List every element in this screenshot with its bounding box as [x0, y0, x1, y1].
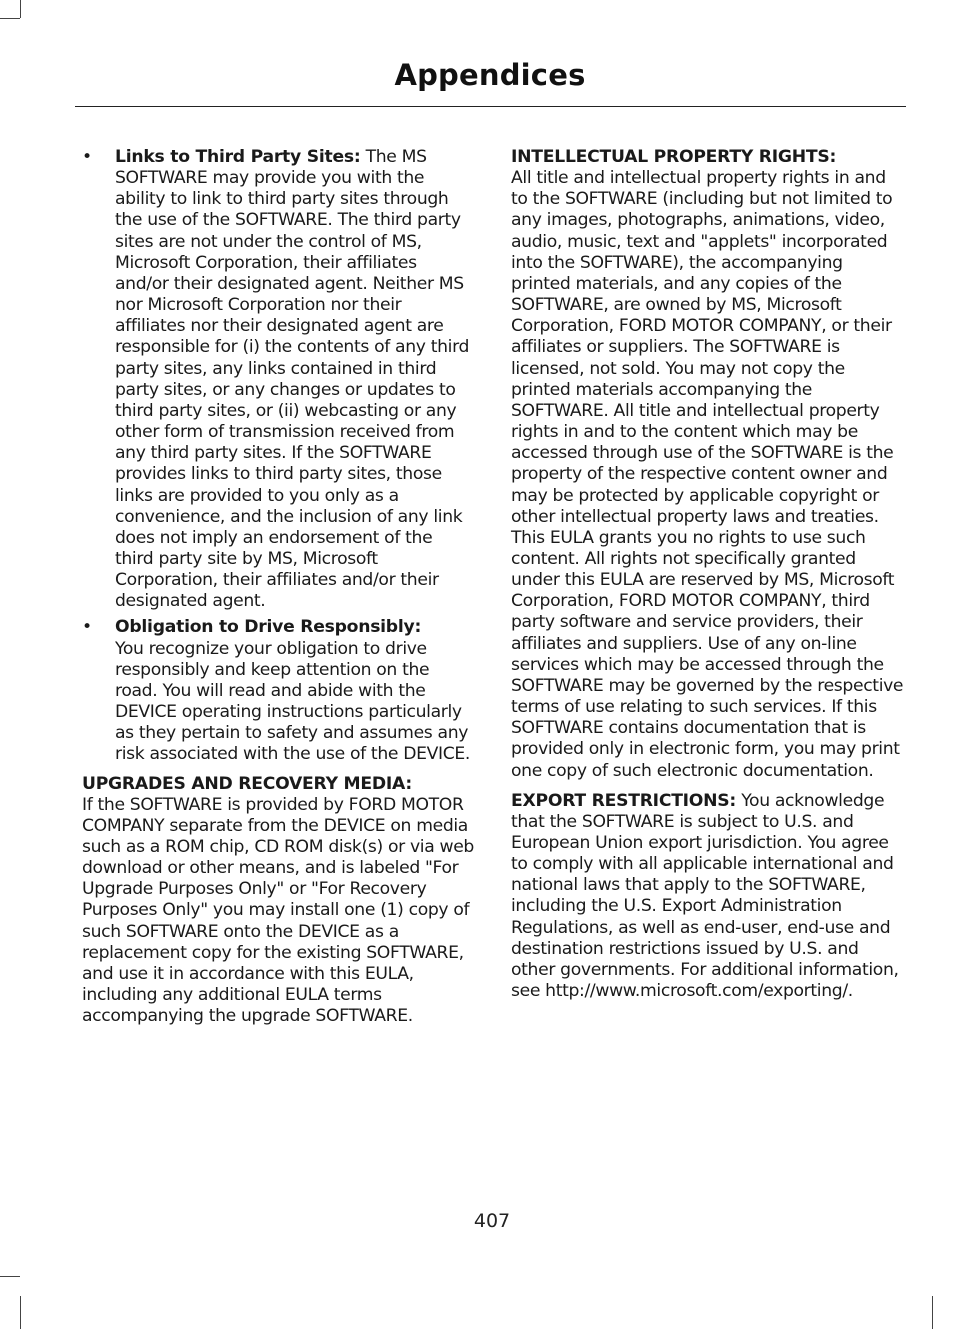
- section-export-restrictions: [511, 791, 905, 1003]
- section-text: If the SOFTWARE is provided by FORD MOTOR COMPANY separate from the DEVICE on media such as a ROM chip, CD ROM disk(s) or via web download or other means, and is labeled "For Upgrade Purposes Only" or "For Recovery Purposes Only" you may install one (1) copy of such SOFTWARE onto the DEVICE as a replacement copy for the existing SOFTWARE, and use it in accordance with this EULA, including any additional EULA terms accompanying the upgrade SOFTWARE.: [82, 794, 474, 1027]
- crop-mark-top-left-vertical: [20, 0, 21, 18]
- section-heading: UPGRADES AND RECOVERY MEDIA:: [82, 773, 413, 794]
- list-item-paragraph: [115, 147, 474, 612]
- section-paragraph: [82, 774, 474, 1028]
- section-heading: INTELLECTUAL PROPERTY RIGHTS:: [511, 147, 837, 167]
- crop-mark-top-left-horizontal: [0, 18, 20, 19]
- right-column: [511, 147, 905, 1011]
- crop-mark-bottom-left-horizontal: [0, 1276, 20, 1277]
- list-item-paragraph: [115, 617, 474, 765]
- list-item-text: You recognize your obligation to drive responsibly and keep attention on the road. You will read and abide with the DEVICE operating instructions particularly as they pertain to safety and assumes any risk associated with the use of the DEVICE.: [115, 638, 470, 765]
- list-item-heading: Obligation to Drive Responsibly:: [115, 617, 422, 638]
- list-item: [82, 617, 474, 765]
- section-heading: EXPORT RESTRICTIONS:: [511, 790, 737, 811]
- bullet-icon: •: [82, 147, 92, 167]
- section-intellectual-property-rights: [511, 147, 905, 782]
- crop-mark-bottom-right-vertical: [932, 1296, 933, 1329]
- section-text: You acknowledge that the SOFTWARE is subject to U.S. and European Union export jurisdiction. You agree to comply with all applicable international and national laws that apply to the SOFTWARE, including the U.S. Export Administration Regulations, as well as end-user, end-use and destination restrictions issued by U.S. and other governments. For additional information, see http://www.microsoft.com/exporting/.: [511, 790, 899, 1002]
- header-divider: [75, 106, 906, 107]
- section-paragraph: [511, 147, 905, 782]
- crop-mark-bottom-left-vertical: [20, 1296, 21, 1329]
- bullet-icon: •: [82, 617, 92, 638]
- section-upgrades-recovery-media: [82, 774, 474, 1028]
- left-column: [82, 147, 474, 1036]
- list-item-heading: Links to Third Party Sites:: [115, 147, 361, 167]
- page-number: 407: [473, 1210, 511, 1232]
- list-item: [82, 147, 474, 612]
- section-text: All title and intellectual property rights in and to the SOFTWARE (including but not limited to any images, photographs, animations, video, audio, music, text and "applets" incorporated into the SOFTWARE), the accompanying printed materials, and any copies of the SOFTWARE, are owned by MS, Microsoft Corporation, FORD MOTOR COMPANY, or their affiliates or suppliers. The SOFTWARE is licensed, not sold. You may not copy the printed materials accompanying the SOFTWARE. All title and intellectual property rights in and to the content which may be accessed through use of the SOFTWARE is the property of the respective content owner and may be protected by applicable copyright or other intellectual property laws and treaties. This EULA grants you no rights to use such content. All rights not specifically granted under this EULA are reserved by MS, Microsoft Corporation, FORD MOTOR COMPANY, third party software and service providers, their affiliates and suppliers. Use of any on-line services which may be accessed through the SOFTWARE may be governed by the respective terms of use relating to such services. If this SOFTWARE contains documentation that is provided only in electronic form, you may print one copy of such electronic documentation.: [511, 168, 904, 781]
- list-item-text: The MS SOFTWARE may provide you with the ability to link to third party sites through the use of the SOFTWARE. The third party sites are not under the control of MS, Microsoft Corporation, their affiliates and/or their designated agent. Neither MS nor Microsoft Corporation nor their affiliates nor their designated agent are responsible for (i) the contents of any third party sites, any links contained in third party sites, or any changes or updates to third party sites, or (ii) webcasting or any other form of transmission received from any third party sites. If the SOFTWARE provides links to third party sites, those links are provided to you only as a convenience, and the inclusion of any link does not imply an endorsement of the third party site by MS, Microsoft Corporation, their affiliates and/or their designated agent.: [115, 147, 470, 612]
- page-title: Appendices: [394, 58, 586, 92]
- section-paragraph: [511, 791, 905, 1003]
